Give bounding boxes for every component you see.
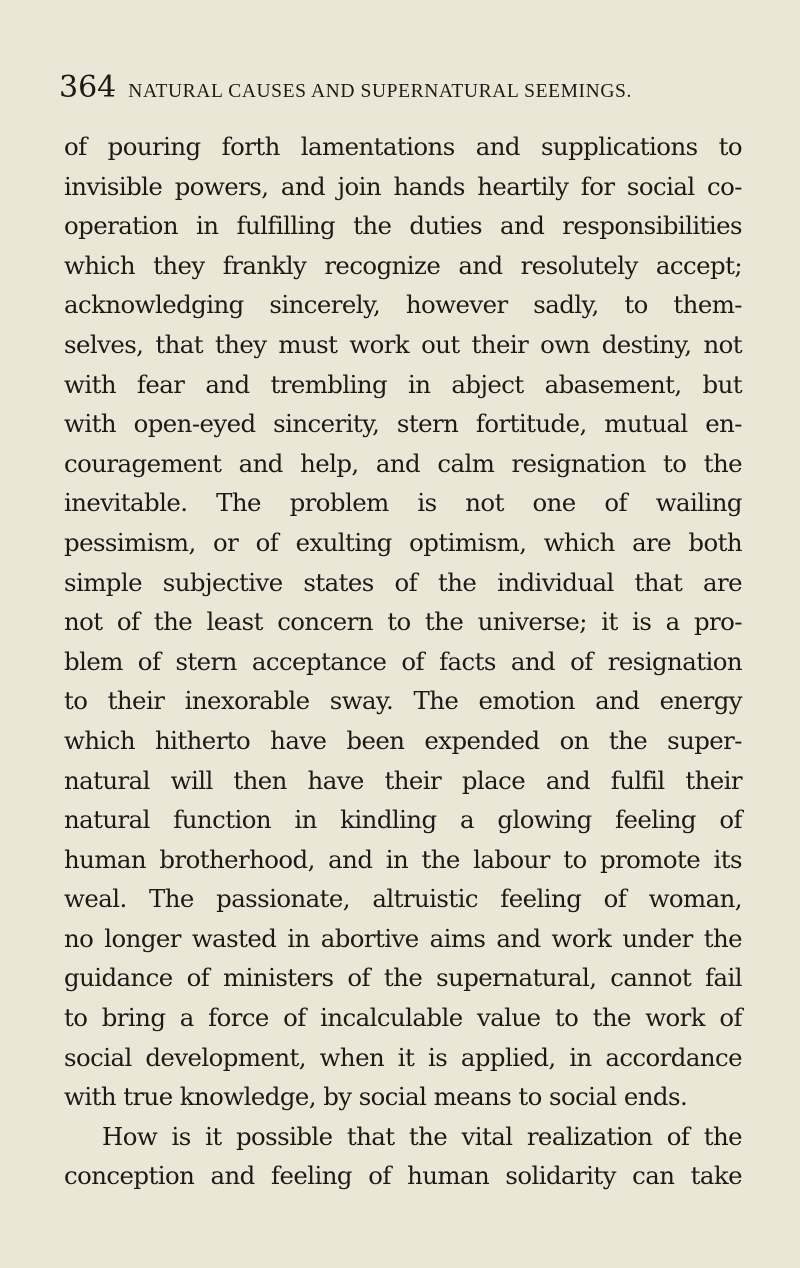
text-line: simple subjective states of the individual that are [64, 567, 742, 597]
text-line: which they frankly recognize and resolutely accept; [64, 250, 742, 280]
running-head [59, 70, 759, 110]
text-line: social development, when it is applied, in accordance [64, 1042, 742, 1072]
text-line: no longer wasted in abortive aims and work under the [64, 923, 742, 953]
text-line: which hitherto have been expended on the super- [64, 725, 742, 755]
text-line: selves, that they must work out their own destiny, not [64, 329, 742, 359]
paragraph-end-line: with true knowledge, by social means to social ends. [64, 1082, 688, 1112]
text-line: guidance of ministers of the supernatural, cannot fail [64, 963, 742, 993]
text-line: human brotherhood, and in the labour to promote its [64, 844, 742, 874]
text-line: to their inexorable sway. The emotion and energy [64, 686, 742, 716]
text-line: operation in fulfilling the duties and responsibilities [64, 211, 742, 241]
text-line: inevitable. The problem is not one of wailing [64, 488, 742, 518]
text-line: blem of stern acceptance of facts and of resignation [64, 646, 742, 676]
text-line: not of the least concern to the universe; it is a pro- [64, 607, 742, 637]
text-line: with open-eyed sincerity, stern fortitude, mutual en- [64, 409, 742, 439]
text-line: natural will then have their place and fulfil their [64, 765, 742, 795]
text-line: natural function in kindling a glowing feeling of [64, 805, 742, 835]
text-line: invisible powers, and join hands heartily for social co- [64, 171, 742, 201]
text-line: conception and feeling of human solidarity can take [64, 1161, 742, 1191]
text-line: pessimism, or of exulting optimism, which are both [64, 527, 742, 557]
text-line: acknowledging sincerely, however sadly, to them- [64, 290, 742, 320]
page-number: 364 [59, 70, 117, 105]
text-line: to bring a force of incalculable value to the work of [64, 1003, 742, 1033]
text-line: weal. The passionate, altruistic feeling of woman, [64, 884, 742, 914]
paragraph-start-line: How is it possible that the vital realization of the [102, 1121, 742, 1151]
body-text [64, 127, 742, 1196]
text-line: couragement and help, and calm resignation to the [64, 448, 742, 478]
running-title: NATURAL CAUSES AND SUPERNATURAL SEEMINGS. [128, 81, 632, 102]
text-line: of pouring forth lamentations and supplications to [64, 132, 742, 161]
text-line: with fear and trembling in abject abasement, but [64, 369, 742, 399]
